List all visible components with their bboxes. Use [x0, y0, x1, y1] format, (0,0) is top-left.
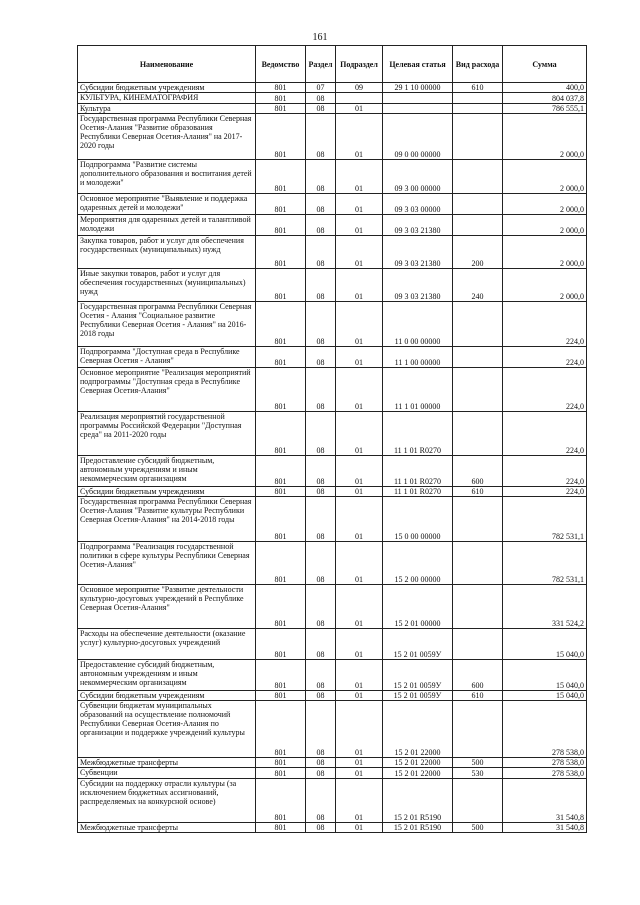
row-section: 08: [306, 347, 336, 368]
row-expense-type: [453, 701, 503, 758]
row-dept: 801: [256, 93, 306, 104]
table-row: [78, 660, 587, 691]
row-expense-type: 500: [453, 758, 503, 768]
row-target: 09 3 03 21380: [383, 236, 453, 269]
row-section: 08: [306, 701, 336, 758]
budget-table: [77, 45, 587, 833]
row-expense-type: 610: [453, 691, 503, 701]
row-section: 08: [306, 368, 336, 412]
row-subsection: 01: [336, 160, 383, 194]
row-expense-type: [453, 93, 503, 104]
row-expense-type: [453, 412, 503, 456]
row-sum: 31 540,8: [503, 823, 587, 833]
row-subsection: 01: [336, 236, 383, 269]
row-dept: 801: [256, 758, 306, 768]
row-subsection: 01: [336, 456, 383, 487]
row-section: 08: [306, 236, 336, 269]
row-target: 15 0 00 00000: [383, 497, 453, 542]
table-row: [78, 691, 587, 701]
row-dept: 801: [256, 691, 306, 701]
row-name: Межбюджетные трансферты: [78, 758, 256, 768]
row-name: Предоставление субсидий бюджетным, автономным учреждениям и иным некоммерческим организациям: [78, 660, 256, 691]
row-target: 09 0 00 00000: [383, 114, 453, 160]
table-row: [78, 215, 587, 236]
table-row: [78, 823, 587, 833]
row-expense-type: 240: [453, 269, 503, 302]
row-name: Государственная программа Республики Северная Осетия-Алания "Развитие культуры Республики Северная Осетия-Алания" на 2014-2018 годы: [78, 497, 256, 542]
table-row: [78, 83, 587, 93]
row-subsection: 01: [336, 779, 383, 823]
row-subsection: 01: [336, 215, 383, 236]
row-dept: 801: [256, 823, 306, 833]
row-sum: 786 555,1: [503, 104, 587, 114]
row-target: 29 1 10 00000: [383, 83, 453, 93]
table-row: [78, 160, 587, 194]
row-expense-type: 200: [453, 236, 503, 269]
row-target: 09 3 03 00000: [383, 194, 453, 215]
row-dept: 801: [256, 701, 306, 758]
table-row: [78, 585, 587, 629]
row-section: 08: [306, 114, 336, 160]
row-sum: 15 040,0: [503, 629, 587, 660]
table-row: [78, 347, 587, 368]
row-subsection: 01: [336, 691, 383, 701]
row-target: 09 3 00 00000: [383, 160, 453, 194]
row-dept: 801: [256, 236, 306, 269]
row-dept: 801: [256, 368, 306, 412]
row-subsection: 01: [336, 269, 383, 302]
row-name: Субвенции бюджетам муниципальных образований на осуществление полномочий Республики Северная Осетия-Алания по организации и поддержке учреждений культуры: [78, 701, 256, 758]
row-section: 08: [306, 215, 336, 236]
row-dept: 801: [256, 347, 306, 368]
row-name: Культура: [78, 104, 256, 114]
row-subsection: 01: [336, 194, 383, 215]
row-name: Государственная программа Республики Северная Осетия - Алания "Социальное развитие Республики Северная Осетия - Алания" на 2016-2018 годы: [78, 302, 256, 347]
row-name: Закупка товаров, работ и услуг для обеспечения государственных (муниципальных) нужд: [78, 236, 256, 269]
row-subsection: 01: [336, 701, 383, 758]
row-target: 15 2 01 0059У: [383, 691, 453, 701]
row-dept: 801: [256, 768, 306, 779]
row-name: Субсидии на поддержку отрасли культуры (за исключением бюджетных ассигнований, распределяемых на конкурсной основе): [78, 779, 256, 823]
row-section: 08: [306, 779, 336, 823]
row-section: 08: [306, 758, 336, 768]
row-sum: 782 531,1: [503, 497, 587, 542]
row-section: 08: [306, 823, 336, 833]
header-row: [78, 46, 587, 83]
row-subsection: 09: [336, 83, 383, 93]
row-subsection: 01: [336, 823, 383, 833]
row-sum: 224,0: [503, 487, 587, 497]
row-expense-type: [453, 368, 503, 412]
row-dept: 801: [256, 104, 306, 114]
table-row: [78, 412, 587, 456]
row-target: 15 2 01 00000: [383, 585, 453, 629]
row-name: Субвенции: [78, 768, 256, 779]
row-name: Государственная программа Республики Северная Осетия-Алания "Развитие образования Республики Северная Осетия-Алания" на 2017-2020 годы: [78, 114, 256, 160]
row-section: 08: [306, 456, 336, 487]
row-section: 08: [306, 542, 336, 585]
row-expense-type: 600: [453, 456, 503, 487]
row-dept: 801: [256, 114, 306, 160]
table-row: [78, 368, 587, 412]
row-target: [383, 104, 453, 114]
row-target: 11 1 00 00000: [383, 347, 453, 368]
row-expense-type: [453, 194, 503, 215]
row-expense-type: [453, 160, 503, 194]
row-target: 15 2 01 0059У: [383, 660, 453, 691]
row-subsection: [336, 93, 383, 104]
row-expense-type: 610: [453, 83, 503, 93]
table-row: [78, 629, 587, 660]
header-name: Наименование: [78, 46, 256, 83]
row-subsection: 01: [336, 412, 383, 456]
table-row: [78, 487, 587, 497]
row-expense-type: [453, 629, 503, 660]
row-expense-type: 600: [453, 660, 503, 691]
row-sum: 15 040,0: [503, 660, 587, 691]
row-subsection: 01: [336, 114, 383, 160]
row-sum: 224,0: [503, 456, 587, 487]
row-dept: 801: [256, 585, 306, 629]
row-section: 08: [306, 660, 336, 691]
row-dept: 801: [256, 83, 306, 93]
row-sum: 2 000,0: [503, 215, 587, 236]
row-expense-type: [453, 779, 503, 823]
row-sum: 278 538,0: [503, 701, 587, 758]
row-sum: 278 538,0: [503, 768, 587, 779]
row-section: 08: [306, 691, 336, 701]
row-target: [383, 93, 453, 104]
row-section: 08: [306, 269, 336, 302]
table-row: [78, 497, 587, 542]
row-section: 08: [306, 629, 336, 660]
header-section: Раздел: [306, 46, 336, 83]
row-section: 08: [306, 104, 336, 114]
row-subsection: 01: [336, 104, 383, 114]
row-sum: 782 531,1: [503, 542, 587, 585]
row-sum: 224,0: [503, 302, 587, 347]
row-name: Расходы на обеспечение деятельности (оказание услуг) культурно-досуговых учреждений: [78, 629, 256, 660]
table-row: [78, 542, 587, 585]
row-dept: 801: [256, 487, 306, 497]
row-section: 08: [306, 160, 336, 194]
table-row: [78, 236, 587, 269]
row-dept: 801: [256, 456, 306, 487]
row-target: 15 2 01 22000: [383, 768, 453, 779]
table-row: [78, 104, 587, 114]
row-expense-type: [453, 497, 503, 542]
row-section: 08: [306, 585, 336, 629]
page-number: 161: [312, 32, 328, 43]
row-subsection: 01: [336, 302, 383, 347]
row-section: 08: [306, 412, 336, 456]
row-name: Иные закупки товаров, работ и услуг для обеспечения государственных (муниципальных) нужд: [78, 269, 256, 302]
row-expense-type: [453, 302, 503, 347]
row-target: 15 2 01 0059У: [383, 629, 453, 660]
header-target: Целевая статья: [383, 46, 453, 83]
row-name: Предоставление субсидий бюджетным, автономным учреждениям и иным некоммерческим организациям: [78, 456, 256, 487]
row-subsection: 01: [336, 629, 383, 660]
row-name: Основное мероприятие "Развитие деятельности культурно-досуговых учреждений в Республике Северная Осетия-Алания": [78, 585, 256, 629]
row-target: 11 1 01 R0270: [383, 456, 453, 487]
row-section: 07: [306, 83, 336, 93]
row-subsection: 01: [336, 487, 383, 497]
row-target: 11 0 00 00000: [383, 302, 453, 347]
row-sum: 2 000,0: [503, 160, 587, 194]
row-expense-type: [453, 215, 503, 236]
row-section: 08: [306, 768, 336, 779]
table-row: [78, 701, 587, 758]
row-expense-type: [453, 104, 503, 114]
row-sum: 31 540,8: [503, 779, 587, 823]
row-expense-type: 610: [453, 487, 503, 497]
row-sum: 400,0: [503, 83, 587, 93]
row-expense-type: [453, 542, 503, 585]
header-subsection: Подраздел: [336, 46, 383, 83]
row-target: 15 2 01 R5190: [383, 779, 453, 823]
table-row: [78, 93, 587, 104]
row-target: 09 3 03 21380: [383, 269, 453, 302]
row-name: Субсидии бюджетным учреждениям: [78, 691, 256, 701]
row-sum: 2 000,0: [503, 236, 587, 269]
row-section: 08: [306, 194, 336, 215]
row-dept: 801: [256, 269, 306, 302]
row-name: КУЛЬТУРА, КИНЕМАТОГРАФИЯ: [78, 93, 256, 104]
row-subsection: 01: [336, 768, 383, 779]
row-dept: 801: [256, 215, 306, 236]
row-section: 08: [306, 487, 336, 497]
row-sum: 2 000,0: [503, 114, 587, 160]
row-target: 15 2 01 22000: [383, 758, 453, 768]
row-name: Подпрограмма "Развитие системы дополнительного образования и воспитания детей и молодежи": [78, 160, 256, 194]
row-subsection: 01: [336, 758, 383, 768]
row-subsection: 01: [336, 585, 383, 629]
row-expense-type: [453, 347, 503, 368]
row-target: 15 2 01 22000: [383, 701, 453, 758]
row-target: 11 1 01 R0270: [383, 412, 453, 456]
row-name: Субсидии бюджетным учреждениям: [78, 487, 256, 497]
table-row: [78, 456, 587, 487]
header-expense-type: Вид расхода: [453, 46, 503, 83]
row-dept: 801: [256, 160, 306, 194]
row-sum: 224,0: [503, 368, 587, 412]
row-target: 15 2 01 R5190: [383, 823, 453, 833]
row-name: Основное мероприятие "Реализация мероприятий подпрограммы "Доступная среда в Республике Северная Осетия-Алания": [78, 368, 256, 412]
table-row: [78, 114, 587, 160]
row-name: Подпрограмма "Доступная среда в Республике Северная Осетия - Алания": [78, 347, 256, 368]
row-name: Реализация мероприятий государственной программы Российской Федерации "Доступная среда" на 2011-2020 годы: [78, 412, 256, 456]
row-dept: 801: [256, 497, 306, 542]
row-dept: 801: [256, 779, 306, 823]
table-row: [78, 768, 587, 779]
row-dept: 801: [256, 660, 306, 691]
row-sum: 224,0: [503, 347, 587, 368]
table-row: [78, 194, 587, 215]
row-dept: 801: [256, 194, 306, 215]
row-name: Основное мероприятие "Выявление и поддержка одаренных детей и молодежи": [78, 194, 256, 215]
row-target: 11 1 01 R0270: [383, 487, 453, 497]
row-sum: 804 037,8: [503, 93, 587, 104]
row-section: 08: [306, 497, 336, 542]
row-subsection: 01: [336, 497, 383, 542]
table-row: [78, 302, 587, 347]
row-target: 15 2 00 00000: [383, 542, 453, 585]
row-sum: 331 524,2: [503, 585, 587, 629]
row-expense-type: [453, 114, 503, 160]
table-row: [78, 779, 587, 823]
row-sum: 15 040,0: [503, 691, 587, 701]
row-expense-type: 530: [453, 768, 503, 779]
row-subsection: 01: [336, 542, 383, 585]
row-name: Субсидии бюджетным учреждениям: [78, 83, 256, 93]
row-name: Подпрограмма "Реализация государственной политики в сфере культуры Республики Северная Осетия-Алания": [78, 542, 256, 585]
row-name: Межбюджетные трансферты: [78, 823, 256, 833]
row-section: 08: [306, 93, 336, 104]
table-row: [78, 758, 587, 768]
row-subsection: 01: [336, 660, 383, 691]
table-row: [78, 269, 587, 302]
row-subsection: 01: [336, 347, 383, 368]
row-sum: 2 000,0: [503, 269, 587, 302]
row-name: Мероприятия для одаренных детей и талантливой молодежи: [78, 215, 256, 236]
row-target: 09 3 03 21380: [383, 215, 453, 236]
header-sum: Сумма: [503, 46, 587, 83]
header-dept: Ведомство: [256, 46, 306, 83]
row-expense-type: [453, 585, 503, 629]
row-target: 11 1 01 00000: [383, 368, 453, 412]
row-sum: 278 538,0: [503, 758, 587, 768]
row-dept: 801: [256, 302, 306, 347]
row-expense-type: 500: [453, 823, 503, 833]
row-subsection: 01: [336, 368, 383, 412]
row-sum: 224,0: [503, 412, 587, 456]
row-dept: 801: [256, 629, 306, 660]
row-sum: 2 000,0: [503, 194, 587, 215]
row-dept: 801: [256, 542, 306, 585]
row-dept: 801: [256, 412, 306, 456]
row-section: 08: [306, 302, 336, 347]
